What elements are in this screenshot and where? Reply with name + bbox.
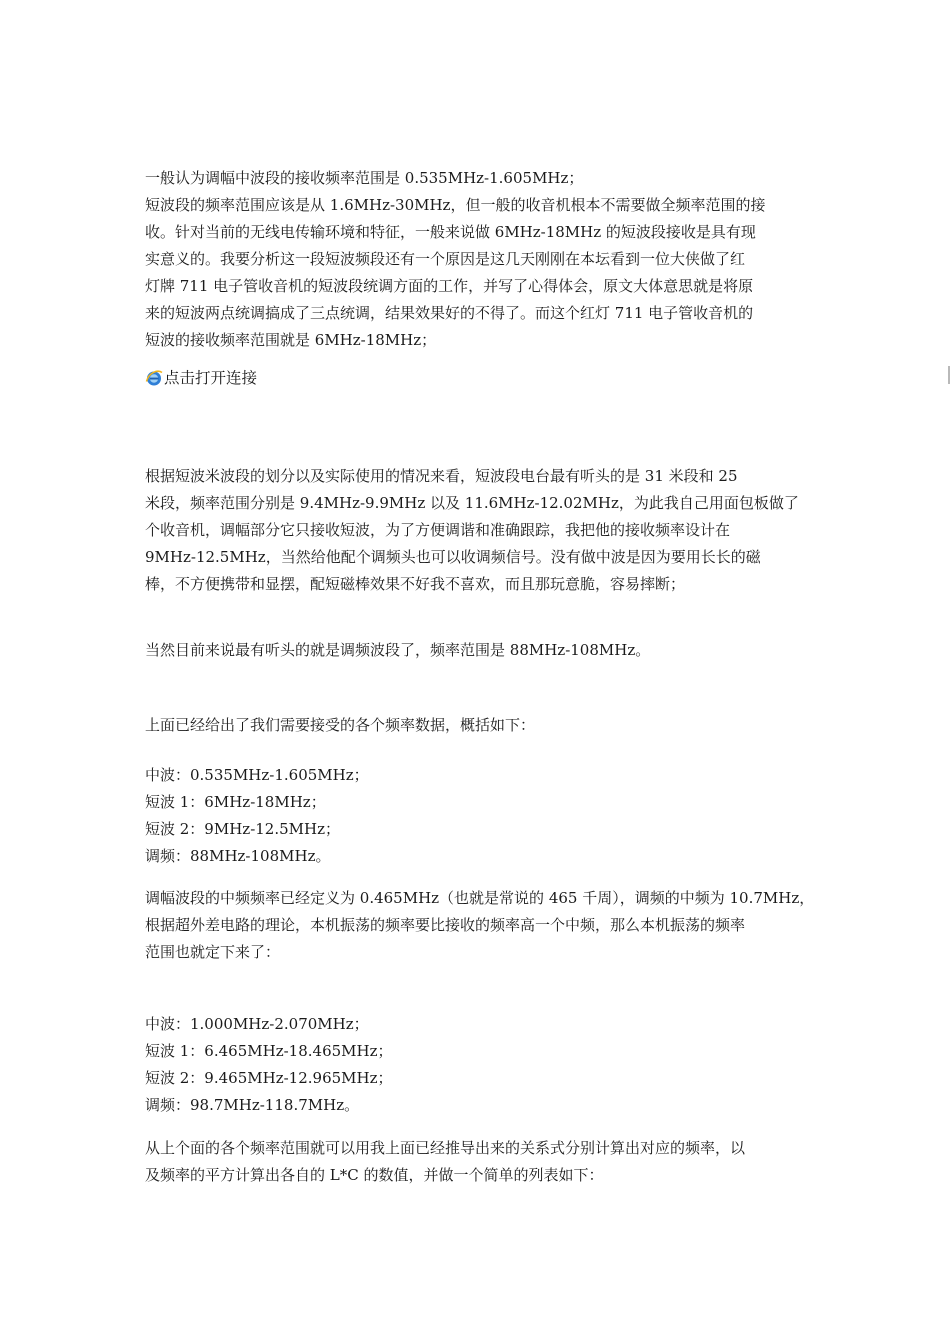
text-line: 来的短波两点统调搞成了三点统调，结果效果好的不得了。而这个红灯 711 电子管收音机的 xyxy=(145,304,754,322)
list-item: 短波 1：6MHz-18MHz； xyxy=(145,793,326,811)
text-line: 灯牌 711 电子管收音机的短波段统调方面的工作，并写了心得体会，原文大体意思就是将原 xyxy=(145,277,754,295)
text-line: 实意义的。我要分析这一段短波频段还有一个原因是这几天刚刚在本坛看到一位大侠做了红 xyxy=(145,250,746,268)
text-line: 及频率的平方计算出各自的 L*C 的数值，并做一个简单的列表如下： xyxy=(145,1166,604,1184)
paragraph-fm-range xyxy=(145,637,813,664)
paragraph-shortwave-range xyxy=(145,192,813,354)
open-link-label[interactable]: 点击打开连接 xyxy=(164,369,258,387)
text-line: 米段，频率范围分别是 9.4MHz-9.9MHz 以及 11.6MHz-12.02MHz，为此我自己用面包板做了 xyxy=(145,494,799,512)
list-item: 短波 1：6.465MHz-18.465MHz； xyxy=(145,1042,393,1060)
text-line: 短波的接收频率范围就是 6MHz-18MHz； xyxy=(145,331,437,349)
list-item: 短波 2：9MHz-12.5MHz； xyxy=(145,820,341,838)
text-line: 短波段的频率范围应该是从 1.6MHz-30MHz，但一般的收音机根本不需要做全频率范围的接 xyxy=(145,196,766,214)
list-item: 调频：98.7MHz-118.7MHz。 xyxy=(145,1096,360,1114)
text-line: 收。针对当前的无线电传输环境和特征，一般来说做 6MHz-18MHz 的短波段接收是具有现 xyxy=(145,223,756,241)
paragraph-shortwave-bands xyxy=(145,463,813,598)
text-line: 根据短波米波段的划分以及实际使用的情况来看，短波段电台最有听头的是 31 米段和 25 xyxy=(145,467,738,485)
text-line: 从上个面的各个频率范围就可以用我上面已经推导出来的关系式分别计算出对应的频率，以 xyxy=(145,1139,746,1157)
text-line: 当然目前来说最有听头的就是调频波段了，频率范围是 88MHz-108MHz。 xyxy=(145,641,651,659)
paragraph-lc-calculation xyxy=(145,1135,813,1189)
text-line: 根据超外差电路的理论，本机振荡的频率要比接收的频率高一个中频，那么本机振荡的频率 xyxy=(145,916,746,934)
paragraph-intermediate-frequency xyxy=(145,885,813,966)
paragraph-summary-intro xyxy=(145,712,813,739)
text-line: 个收音机，调幅部分它只接收短波，为了方便调谐和准确跟踪，我把他的接收频率设计在 xyxy=(145,521,731,539)
text-line: 调幅波段的中频频率已经定义为 0.465MHz（也就是常说的 465 千周），调频的中频为 10.7MHz， xyxy=(145,889,815,907)
internet-explorer-icon xyxy=(145,369,163,387)
text-line: 范围也就定下来了： xyxy=(145,943,281,961)
list-item: 短波 2：9.465MHz-12.965MHz； xyxy=(145,1069,393,1087)
list-item: 中波：0.535MHz-1.605MHz； xyxy=(145,766,369,784)
text-line: 上面已经给出了我们需要接受的各个频率数据，概括如下： xyxy=(145,716,536,734)
open-link[interactable] xyxy=(145,364,813,392)
text-line: 一般认为调幅中波段的接收频率范围是 0.535MHz-1.605MHz； xyxy=(145,169,584,187)
text-line: 9MHz-12.5MHz，当然给他配个调频头也可以收调频信号。没有做中波是因为要用长长的磁 xyxy=(145,548,761,566)
text-line: 棒，不方便携带和显摆，配短磁棒效果不好我不喜欢，而且那玩意脆，容易摔断； xyxy=(145,575,686,593)
list-item: 中波：1.000MHz-2.070MHz； xyxy=(145,1015,369,1033)
list-item: 调频：88MHz-108MHz。 xyxy=(145,847,331,865)
paragraph-am-range xyxy=(145,165,813,192)
receive-frequency-list xyxy=(145,762,813,870)
oscillator-frequency-list xyxy=(145,1011,813,1119)
